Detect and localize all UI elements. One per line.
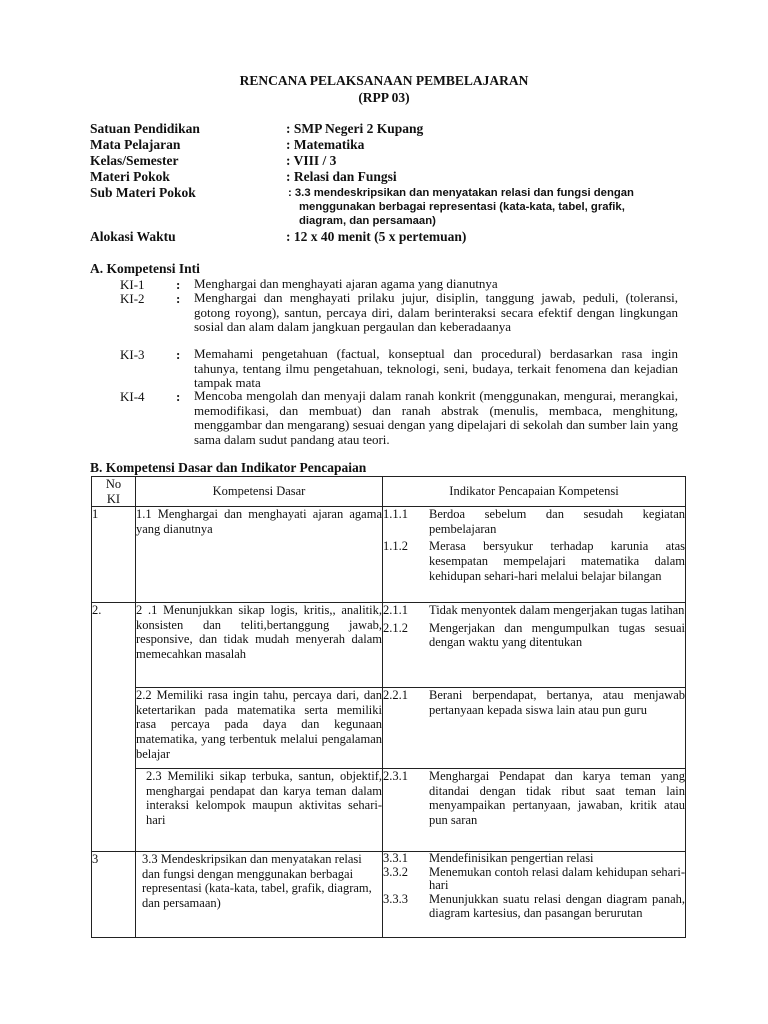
ki-text: Memahami pengetahuan (factual, konseptual dan procedural) berdasarkan rasa ingin tahunya, tentang ilmu pengetahuan, teknologi, seni, budaya, terkait fenomena dan kejadian tampak mata — [194, 346, 678, 391]
section-b-heading: B. Kompetensi Dasar dan Indikator Pencapaian — [90, 460, 367, 475]
indikator-text: Berdoa sebelum dan sesudah kegiatan pembelajaran — [429, 507, 685, 536]
ki-colon: : — [176, 291, 181, 306]
indikator-item — [383, 507, 685, 536]
meta-value-kelas: : VIII / 3 — [286, 153, 337, 168]
header-no-ki — [92, 477, 136, 507]
indikator-cell — [383, 507, 686, 603]
kd-cell: 2 .1 Menunjukkan sikap logis, kritis,, analitik, konsisten dan teliti,bertanggung jawab, responsive, dan tidak mudah menyerah dalam memecahkan masalah — [136, 603, 383, 688]
indikator-cell — [383, 769, 686, 852]
header-ki: KI — [106, 491, 121, 506]
meta-value-materi: : Relasi dan Fungsi — [286, 169, 397, 184]
indikator-item — [383, 893, 685, 920]
indikator-cell — [383, 852, 686, 938]
kd-cell: 3.3 Mendeskripsikan dan menyatakan relasi dan fungsi dengan menggunakan berbagai representasi (kata-kata, tabel, grafik, diagram, dan persamaan) — [136, 852, 383, 938]
table-row — [92, 688, 686, 769]
table-row — [92, 852, 686, 938]
indikator-text: Berani berpendapat, bertanya, atau menjawab pertanyaan kepada siswa lain atau pun guru — [429, 688, 685, 717]
indikator-cell — [383, 603, 686, 688]
meta-value-submateri-line3: diagram, dan persamaan) — [299, 215, 436, 227]
indikator-item — [383, 866, 685, 893]
indikator-number: 2.1.1 — [383, 603, 408, 618]
indikator-item — [383, 539, 685, 583]
ki-code: KI-2 — [120, 291, 145, 306]
indikator-number: 2.1.2 — [383, 620, 408, 635]
section-a-heading: A. Kompetensi Inti — [90, 261, 200, 276]
meta-value-submateri: : 3.3 mendeskripsikan dan menyatakan relasi dan fungsi dengan — [288, 187, 634, 199]
kompetensi-table — [91, 476, 686, 938]
document-subtitle: (RPP 03) — [358, 90, 410, 105]
table-row — [92, 769, 686, 852]
table-row — [92, 507, 686, 603]
ki-colon: : — [176, 389, 181, 404]
indikator-text: Mengerjakan dan mengumpulkan tugas sesuai dengan waktu yang ditentukan — [429, 620, 685, 650]
meta-value-alokasi: : 12 x 40 menit (5 x pertemuan) — [286, 229, 467, 244]
meta-value-satuan: : SMP Negeri 2 Kupang — [286, 121, 424, 136]
indikator-text: Merasa bersyukur terhadap karunia atas kesempatan mempelajari matematika dalam kehidupan sehari-hari melalui belajar bilangan — [429, 539, 685, 583]
indikator-number: 3.3.2 — [383, 864, 408, 879]
header-kompetensi-dasar: Kompetensi Dasar — [136, 477, 383, 507]
table-header-row — [92, 477, 686, 507]
row-no: 1 — [92, 507, 136, 603]
indikator-number: 3.3.3 — [383, 891, 408, 906]
ki-code: KI-3 — [120, 347, 145, 362]
indikator-text: Menemukan contoh relasi dalam kehidupan sehari-hari — [429, 864, 685, 893]
indikator-item — [383, 852, 685, 866]
ki-colon: : — [176, 277, 181, 292]
indikator-number: 1.1.2 — [383, 539, 408, 554]
indikator-item — [383, 688, 685, 717]
indikator-text: Menunjukkan suatu relasi dengan diagram panah, diagram kartesius, dan pasangan berurutan — [429, 891, 685, 920]
meta-value-submateri-line2: menggunakan berbagai representasi (kata-kata, tabel, grafik, — [299, 201, 625, 213]
indikator-item — [383, 621, 685, 650]
row-no: 2. — [92, 603, 136, 852]
meta-label-kelas: Kelas/Semester — [90, 153, 179, 168]
kd-cell: 2.2 Memiliki rasa ingin tahu, percaya dari, dan ketertarikan pada matematika serta memiliki rasa percaya pada daya dan kegunaan matematika, yang terbentuk melalui pengalaman belajar — [136, 688, 383, 769]
meta-label-satuan: Satuan Pendidikan — [90, 121, 200, 136]
indikator-text: Menghargai Pendapat dan karya teman yang ditandai dengan tidak ribut saat teman lain menyampaikan pertanyaan, jawaban, kritik atau pun saran — [429, 769, 685, 827]
indikator-item — [383, 603, 685, 618]
indikator-text: Tidak menyontek dalam mengerjakan tugas latihan — [429, 603, 685, 618]
meta-label-mapel: Mata Pelajaran — [90, 137, 181, 152]
row-no: 3 — [92, 852, 136, 938]
meta-label-alokasi: Alokasi Waktu — [90, 229, 176, 244]
document-title: RENCANA PELAKSANAAN PEMBELAJARAN — [239, 73, 529, 88]
indikator-cell — [383, 688, 686, 769]
meta-label-materi: Materi Pokok — [90, 169, 170, 184]
ki-colon: : — [176, 347, 181, 362]
header-indikator: Indikator Pencapaian Kompetensi — [383, 477, 686, 507]
indikator-number: 2.3.1 — [383, 769, 408, 784]
ki-code: KI-1 — [120, 277, 145, 292]
indikator-number: 1.1.1 — [383, 507, 408, 522]
kd-cell: 2.3 Memiliki sikap terbuka, santun, objektif, menghargai pendapat dan karya teman dalam interaksi kelompok maupun aktivitas sehari-hari — [136, 769, 383, 852]
ki-text: Menghargai dan menghayati ajaran agama yang dianutnya — [194, 276, 498, 291]
meta-value-mapel: : Matematika — [286, 137, 365, 152]
header-no: No — [105, 477, 122, 491]
meta-label-submateri: Sub Materi Pokok — [90, 185, 196, 200]
indikator-item — [383, 769, 685, 827]
indikator-number: 2.2.1 — [383, 688, 408, 703]
ki-code: KI-4 — [120, 389, 145, 404]
kd-cell: 1.1 Menghargai dan menghayati ajaran agama yang dianutnya — [136, 507, 383, 603]
indikator-text: Mendefinisikan pengertian relasi — [429, 851, 594, 866]
table-row — [92, 603, 686, 688]
ki-text: Menghargai dan menghayati prilaku jujur, disiplin, tanggung jawab, peduli, (toleransi, gotong royong), santun, percaya diri, dalam berinteraksi secara efektif dengan lingkungan sosial dan alam dalam jangkuan pergaulan dan keberadaanya — [194, 290, 678, 335]
indikator-number: 3.3.1 — [383, 851, 408, 866]
ki-text: Mencoba mengolah dan menyaji dalam ranah konkrit (menggunakan, mengurai, merangkai, memodifikasi, dan membuat) dan ranah abstrak (menulis, membaca, menghitung, menggambar dan mengarang) sesuai dengan yang dipelajari di sekolah dan sumber lain yang sama dalam sudut pandang atau teori. — [194, 388, 678, 447]
